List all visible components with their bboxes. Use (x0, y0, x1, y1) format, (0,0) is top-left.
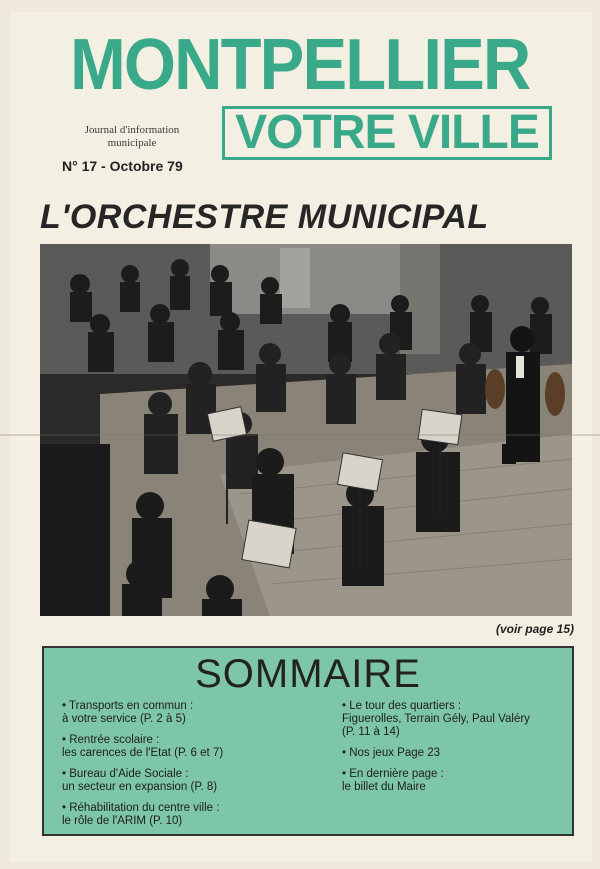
sommaire-item-detail: le rôle de l'ARIM (P. 10) (62, 815, 183, 827)
sommaire-item[interactable] (342, 700, 572, 739)
sommaire-item[interactable] (62, 802, 312, 828)
sommaire-item-pages: (P. 11 à 14) (342, 726, 400, 738)
sommaire-item-detail: Figuerolles, Terrain Gély, Paul Valéry (342, 713, 530, 725)
sommaire-item[interactable] (342, 747, 572, 760)
sommaire-right-column (342, 700, 572, 802)
sommaire-item-title: • Rentrée scolaire : (62, 734, 160, 746)
sommaire-left-column (62, 700, 312, 836)
masthead-title: MONTPELLIER (70, 25, 530, 105)
sommaire-item-detail: un secteur en expansion (P. 8) (62, 781, 218, 793)
sommaire-title: SOMMAIRE (195, 652, 421, 696)
sommaire-item[interactable] (62, 700, 312, 726)
sommaire-item-detail: à votre service (P. 2 à 5) (62, 713, 186, 725)
headline: L'ORCHESTRE MUNICIPAL (40, 198, 489, 236)
sommaire-item-detail: les carences de l'Etat (P. 6 et 7) (62, 747, 224, 759)
photo-caption: (voir page 15) (495, 622, 574, 636)
journal-label: Journal d'information municipale (84, 124, 180, 149)
sommaire-item-title: • Bureau d'Aide Sociale : (62, 768, 189, 780)
sommaire-item[interactable] (62, 734, 312, 760)
sommaire-item[interactable] (342, 768, 572, 794)
sommaire-box (42, 646, 574, 836)
orchestra-photo (40, 244, 572, 616)
page-fold-line (0, 434, 600, 436)
sommaire-item-title: • En dernière page : (342, 768, 444, 780)
sommaire-item-title: • Nos jeux Page 23 (342, 747, 441, 759)
sommaire-item-title: • Réhabilitation du centre ville : (62, 802, 220, 814)
masthead-subtitle: VOTRE VILLE (235, 106, 539, 159)
sommaire-item-title: • Le tour des quartiers : (342, 700, 462, 712)
sommaire-item-detail: le billet du Maire (342, 781, 426, 793)
issue-number: N° 17 - Octobre 79 (62, 158, 183, 174)
masthead-subtitle-box (222, 106, 552, 160)
sommaire-item[interactable] (62, 768, 312, 794)
sommaire-item-title: • Transports en commun : (62, 700, 194, 712)
